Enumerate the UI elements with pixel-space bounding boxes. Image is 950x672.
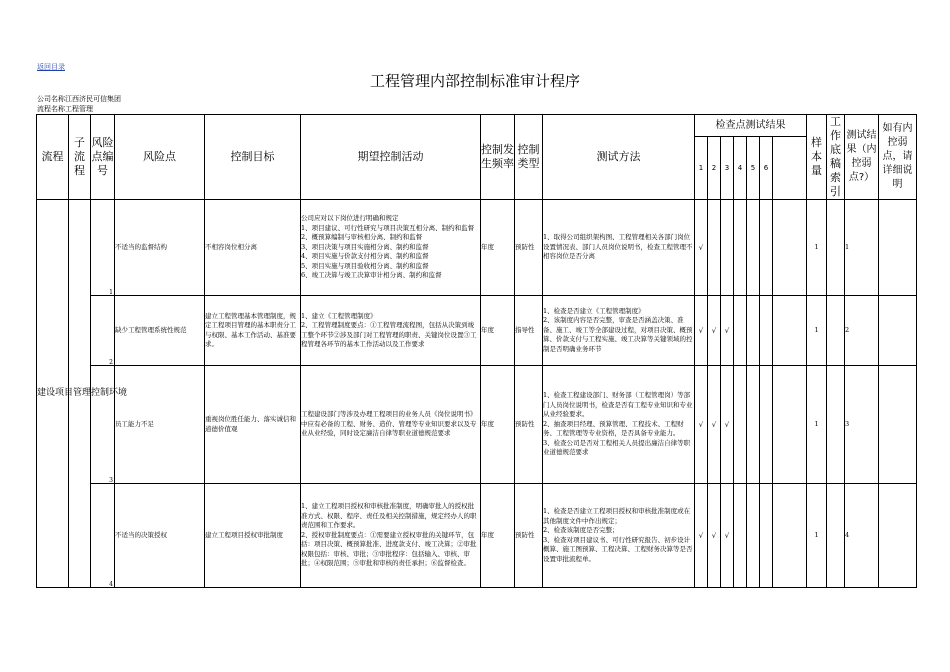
check-mark	[760, 296, 773, 366]
risk-no-cell: 1	[91, 200, 115, 296]
frequency-cell: 年度	[481, 366, 515, 484]
flow-name-line	[37, 104, 93, 114]
header-detail: 如有内控弱点，请详细说明	[879, 115, 917, 200]
table-row	[37, 366, 917, 484]
sample-cell: 1	[807, 296, 827, 366]
check-mark-blank	[773, 296, 807, 366]
index-cell	[827, 366, 845, 484]
audit-program-table	[36, 114, 917, 588]
table-row	[37, 200, 917, 296]
header-frequency: 控制发生频率	[481, 115, 515, 200]
index-cell	[827, 296, 845, 366]
check-mark: √	[708, 296, 721, 366]
check-mark: √	[695, 484, 708, 588]
check-col-6: 6	[760, 137, 773, 200]
result-cell: 4	[845, 484, 879, 588]
sample-cell: 1	[807, 484, 827, 588]
company-name-line	[37, 94, 121, 104]
check-mark-blank	[773, 366, 807, 484]
check-mark: √	[695, 200, 708, 296]
method-cell: 1、检查是否建立《工程管理制度》 2、该制度内容是否完整，审查是否涵盖决策、准备、施工、竣工等全部建设过程，对项目决策、概预算、价款支付与工程实施、竣工决算等关键领域的控制是否明确业务环节	[543, 296, 695, 366]
method-cell: 1、检查工程建设部门、财务部（工程管理岗）等部门人员岗位说明书，检查是否有工程专业知识和专业从业经验要求。 2、抽查项目经理、预算管理、工程技术、工程财务、工程管理等专业资格，是否具备专业能力。 3、检查公司是否对工程相关人员提出廉洁自律等职业道德规范要求	[543, 366, 695, 484]
check-mark	[721, 200, 734, 296]
frequency-cell: 年度	[481, 200, 515, 296]
objective-cell: 建立工程项目授权审批制度	[205, 484, 301, 588]
company-label: 公司名称	[37, 95, 65, 103]
frequency-cell: 年度	[481, 484, 515, 588]
header-type: 控制类型	[515, 115, 543, 200]
check-col-4: 4	[734, 137, 747, 200]
check-mark: √	[721, 296, 734, 366]
risk-no-cell: 2	[91, 296, 115, 366]
risk-cell: 不适当的监督结构	[115, 200, 205, 296]
flow-value: 工程管理	[65, 105, 93, 113]
check-mark: √	[708, 484, 721, 588]
type-cell: 预防性	[515, 200, 543, 296]
sample-cell: 1	[807, 200, 827, 296]
risk-no-cell: 3	[91, 366, 115, 484]
check-mark	[708, 200, 721, 296]
index-cell	[827, 200, 845, 296]
type-cell: 指导性	[515, 296, 543, 366]
frequency-cell: 年度	[481, 296, 515, 366]
check-mark-blank	[773, 200, 807, 296]
sample-cell: 1	[807, 366, 827, 484]
type-cell: 预防性	[515, 366, 543, 484]
check-col-3: 3	[721, 137, 734, 200]
back-to-contents-link[interactable]: 返回目录	[37, 63, 65, 71]
activity-cell: 1、建立工程项目授权和审核批准制度，明确审批人的授权批准方式、权限、程序、责任及相关控制措施，规定经办人的职责范围和工作要求。 2、授权审批制度要点：①需要建立授权审批的关键环节，包括：项目决策、概预算批准、进度款支付、竣工决算；②审批权限包括：审核、审批；③审批程序：包括输入、审核、审批；④权限范围；⑤审批和审核的责任承担；⑥监督检查。	[301, 484, 481, 588]
check-mark	[760, 484, 773, 588]
activity-cell: 工程建设部门等涉及办理工程项目的业务人员《岗位说明书》中应有必备的工程、财务、造价、管理等专业知识要求以及专业从业经验，同时设定廉洁自律等职业道德规范要求	[301, 366, 481, 484]
objective-cell: 不相容岗位相分离	[205, 200, 301, 296]
check-mark	[747, 366, 760, 484]
index-cell	[827, 484, 845, 588]
header-objective: 控制目标	[205, 115, 301, 200]
check-mark	[760, 200, 773, 296]
check-mark	[747, 200, 760, 296]
check-col-1: 1	[695, 137, 708, 200]
detail-cell	[879, 296, 917, 366]
check-col-blank	[773, 137, 807, 200]
risk-no-cell: 4	[91, 484, 115, 588]
check-mark	[734, 200, 747, 296]
header-sample: 样本量	[807, 115, 827, 200]
check-mark	[734, 484, 747, 588]
header-risk: 风险点	[115, 115, 205, 200]
check-mark	[747, 484, 760, 588]
result-cell: 3	[845, 366, 879, 484]
check-mark	[747, 296, 760, 366]
table-row	[37, 484, 917, 588]
check-mark: √	[695, 296, 708, 366]
detail-cell	[879, 366, 917, 484]
check-mark-blank	[773, 484, 807, 588]
risk-cell: 员工能力不足	[115, 366, 205, 484]
page-title: 工程管理内部控制标准审计程序	[369, 72, 580, 90]
type-cell: 预防性	[515, 484, 543, 588]
check-mark: √	[708, 366, 721, 484]
check-mark	[734, 296, 747, 366]
check-col-5: 5	[747, 137, 760, 200]
risk-cell: 不适当的决策授权	[115, 484, 205, 588]
header-risk-no: 风险点编号	[91, 115, 115, 200]
header-process: 流程	[37, 115, 69, 200]
header-index: 工作底稿索引	[827, 115, 845, 200]
check-mark: √	[721, 366, 734, 484]
activity-cell: 公司应对以下岗位进行明确和规定 1、项目建议、可行性研究与项目决策互相分离、制约和监督 2、概预算编制与审核相分离、制约和监督 3、项目决策与项目实施相分离、制约和监督 4、项目实施与价款支付相分离、制约和监督 5、项目实施与项目验收相分离、制约和监督 6、竣工决算与竣工决算审计相分离、制约和监督	[301, 200, 481, 296]
check-col-2: 2	[708, 137, 721, 200]
detail-cell	[879, 484, 917, 588]
table-row	[37, 296, 917, 366]
check-mark	[734, 366, 747, 484]
header-method: 测试方法	[543, 115, 695, 200]
result-cell: 1	[845, 200, 879, 296]
objective-cell: 重视岗位胜任能力、落实诚信和道德价值观	[205, 366, 301, 484]
header-check-group: 检查点测试结果	[695, 115, 807, 137]
detail-cell	[879, 200, 917, 296]
check-mark: √	[721, 484, 734, 588]
header-subprocess: 子流程	[69, 115, 91, 200]
check-mark	[760, 366, 773, 484]
result-cell: 2	[845, 296, 879, 366]
objective-cell: 建立工程管理基本管理制度，规定工程项目管理的基本职责分工与权限、基本工作活动、基准要求。	[205, 296, 301, 366]
header-result: 测试结果（内控弱点?）	[845, 115, 879, 200]
check-mark: √	[695, 366, 708, 484]
method-cell: 1、检查是否建立工程项目授权和审核批准制度或在其他制度文件中作出规定； 2、检查该制度是否完整； 3、检查对项目建议书、可行性研究报告、初步设计概算、施工图预算、工程决算、工程财务决算等是否设置审批流程单。	[543, 484, 695, 588]
process-name-cell: 建设项目管理控制环境	[37, 200, 69, 588]
activity-cell: 1、建立《工程管理制度》 2、工程管理制度要点：①工程管理流程图，包括从决策到竣工整个环节②涉及部门对工程管理的职责、关键岗位设置③工程管理各环节的基本工作活动以及工作要求	[301, 296, 481, 366]
method-cell: 1、取得公司组织架构图、工程管理相关各部门岗位设置情况表、部门人员岗位说明书，检查工程管理不相容岗位是否分离	[543, 200, 695, 296]
flow-label: 流程名称	[37, 105, 65, 113]
risk-cell: 缺少工程管理系统性规范	[115, 296, 205, 366]
company-value: 江西济民可信集团	[65, 95, 121, 103]
header-activity: 期望控制活动	[301, 115, 481, 200]
